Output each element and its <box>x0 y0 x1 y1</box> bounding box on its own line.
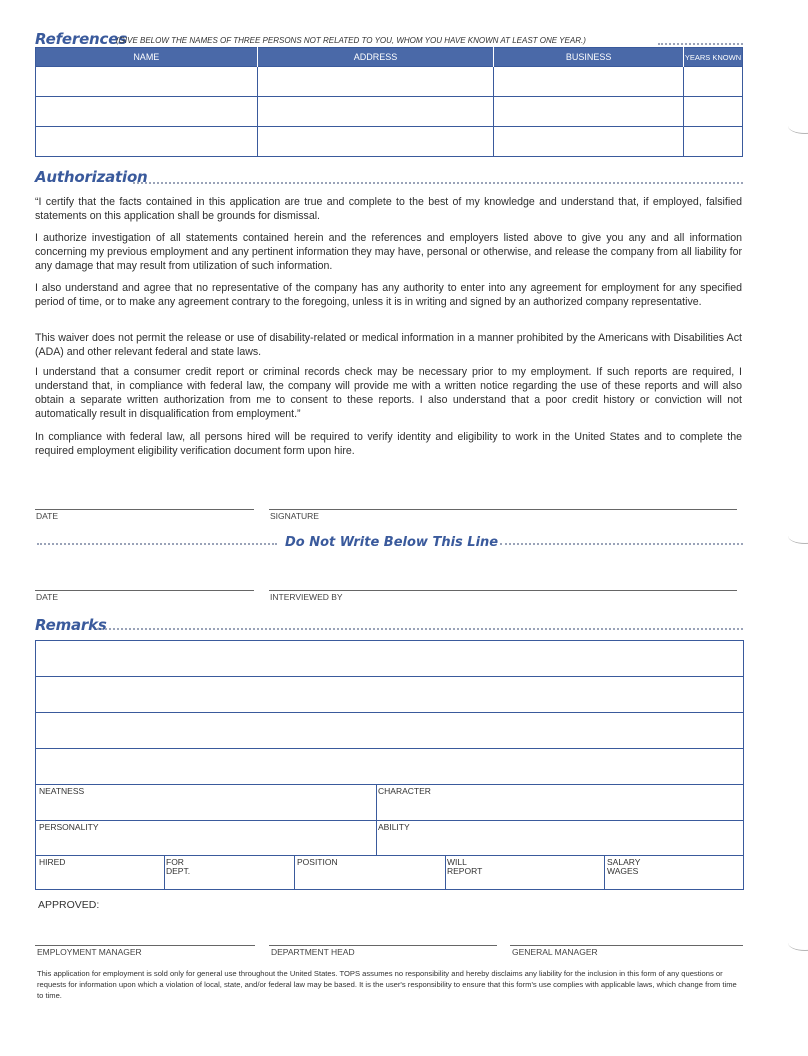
punch-hole-mark <box>788 935 808 951</box>
interviewed-by-label: INTERVIEWED BY <box>270 592 343 602</box>
department-head-line[interactable] <box>269 945 497 946</box>
position-label: POSITION <box>297 857 338 867</box>
reference-business-field[interactable] <box>494 127 684 157</box>
character-label: CHARACTER <box>378 786 431 796</box>
column-header-years-known: YEARS KNOWN <box>684 48 743 67</box>
remarks-divider <box>604 855 605 890</box>
remarks-dotted-rule <box>97 628 743 630</box>
interview-date-label: DATE <box>36 592 59 602</box>
remarks-rule <box>36 676 743 677</box>
reference-address-field[interactable] <box>257 67 494 97</box>
references-header-row <box>36 48 743 67</box>
reference-row <box>36 67 743 97</box>
reference-name-field[interactable] <box>36 127 258 157</box>
reference-business-field[interactable] <box>494 67 684 97</box>
reference-business-field[interactable] <box>494 97 684 127</box>
eligibility-paragraph: In compliance with federal law, all persons hired will be required to verify identity and eligibility to work in the United States and to complete the required employment eligibility verification document form upon hire. <box>35 431 742 457</box>
reference-name-field[interactable] <box>36 97 258 127</box>
hired-label: HIRED <box>39 857 66 867</box>
neatness-label: NEATNESS <box>39 786 85 796</box>
employment-manager-label: EMPLOYMENT MANAGER <box>37 947 142 957</box>
signature-label: SIGNATURE <box>270 511 319 521</box>
remarks-line-1[interactable] <box>36 641 743 677</box>
interviewed-by-line[interactable] <box>269 590 737 591</box>
remarks-rule <box>36 855 743 856</box>
reference-years-field[interactable] <box>684 67 743 97</box>
credit-report-paragraph: I understand that a consumer credit report or criminal records check may be necessary prior to my employment. If such reports are required, I understand that, in compliance with federal law, the company will provide me with a written notice regarding the use of these reports and will also obtain a separate written authorization from me to consent to these reports. I also understand that a poor credit history or conviction will not automatically result in disqualification from employment.” <box>35 366 742 420</box>
employment-manager-line[interactable] <box>35 945 255 946</box>
punch-hole-mark <box>788 528 808 544</box>
remarks-divider <box>445 855 446 890</box>
will-report-label: WILL REPORT <box>447 857 483 876</box>
certify-paragraph: “I certify that the facts contained in this application are true and complete to the best of my knowledge and understand that, if employed, falsified statements on this application shall be grounds for dismissal. <box>35 196 742 222</box>
column-header-business: BUSINESS <box>494 48 684 67</box>
ability-label: ABILITY <box>378 822 410 832</box>
reference-row <box>36 97 743 127</box>
date-label: DATE <box>36 511 59 521</box>
signature-line[interactable] <box>269 509 737 510</box>
ada-waiver-paragraph: This waiver does not permit the release or use of disability-related or medical information in a manner prohibited by the Americans with Disabilities Act (ADA) and other relevant federal and state laws. <box>35 332 742 358</box>
remarks-divider <box>164 855 165 890</box>
remarks-divider <box>376 784 377 855</box>
remarks-title: Remarks <box>35 616 107 634</box>
references-title: References <box>35 30 127 48</box>
reference-years-field[interactable] <box>684 127 743 157</box>
punch-hole-mark <box>788 118 808 134</box>
no-agreement-paragraph: I also understand and agree that no representative of the company has any authority to enter into any agreement for employment for any specified period of time, or to make any agreement contrary to the foregoing, unless it is in writing and signed by an authorized company representative. <box>35 282 742 308</box>
reference-years-field[interactable] <box>684 97 743 127</box>
column-header-address: ADDRESS <box>257 48 494 67</box>
salary-wages-label: SALARY WAGES <box>607 857 641 876</box>
general-manager-label: GENERAL MANAGER <box>512 947 598 957</box>
legal-disclaimer: This application for employment is sold only for general use throughout the United States. TOPS assumes no responsibility and hereby disclaims any liability for the inclusion in this form of any questions or requests for information upon which a violation of local, state, and/or federal law may be based. It is the user's responsibility to ensure that this form's use complies with applicable laws, which change from time to time. <box>37 969 737 1000</box>
for-dept-label: FOR DEPT. <box>166 857 191 876</box>
authorization-title: Authorization <box>35 168 148 186</box>
references-note: (GIVE BELOW THE NAMES OF THREE PERSONS NOT RELATED TO YOU, WHOM YOU HAVE KNOWN AT LEAST ONE YEAR.) <box>116 36 586 45</box>
investigation-paragraph: I authorize investigation of all statements contained herein and the references and employers listed above to give you any and all information concerning my previous employment and any pertinent information they may have, personal or otherwise, and release the company from all liability for any damage that may result from utilization of such information. <box>35 232 742 272</box>
remarks-rule <box>36 712 743 713</box>
banner-right-dotted-rule <box>500 543 743 545</box>
remarks-rule <box>36 820 743 821</box>
personality-label: PERSONALITY <box>39 822 99 832</box>
reference-address-field[interactable] <box>257 127 494 157</box>
do-not-write-banner: Do Not Write Below This Line <box>285 535 499 550</box>
authorization-dotted-rule <box>133 182 743 184</box>
reference-row <box>36 127 743 157</box>
department-head-label: DEPARTMENT HEAD <box>271 947 355 957</box>
general-manager-line[interactable] <box>510 945 743 946</box>
date-signature-line[interactable] <box>35 509 254 510</box>
references-dotted-rule <box>658 43 743 45</box>
remarks-divider <box>294 855 295 890</box>
approved-label: APPROVED: <box>38 899 100 911</box>
references-table <box>35 47 743 157</box>
banner-left-dotted-rule <box>37 543 277 545</box>
remarks-rule <box>36 748 743 749</box>
column-header-name: NAME <box>36 48 258 67</box>
remarks-rule <box>36 784 743 785</box>
reference-name-field[interactable] <box>36 67 258 97</box>
reference-address-field[interactable] <box>257 97 494 127</box>
remarks-box <box>35 640 744 890</box>
interview-date-line[interactable] <box>35 590 254 591</box>
